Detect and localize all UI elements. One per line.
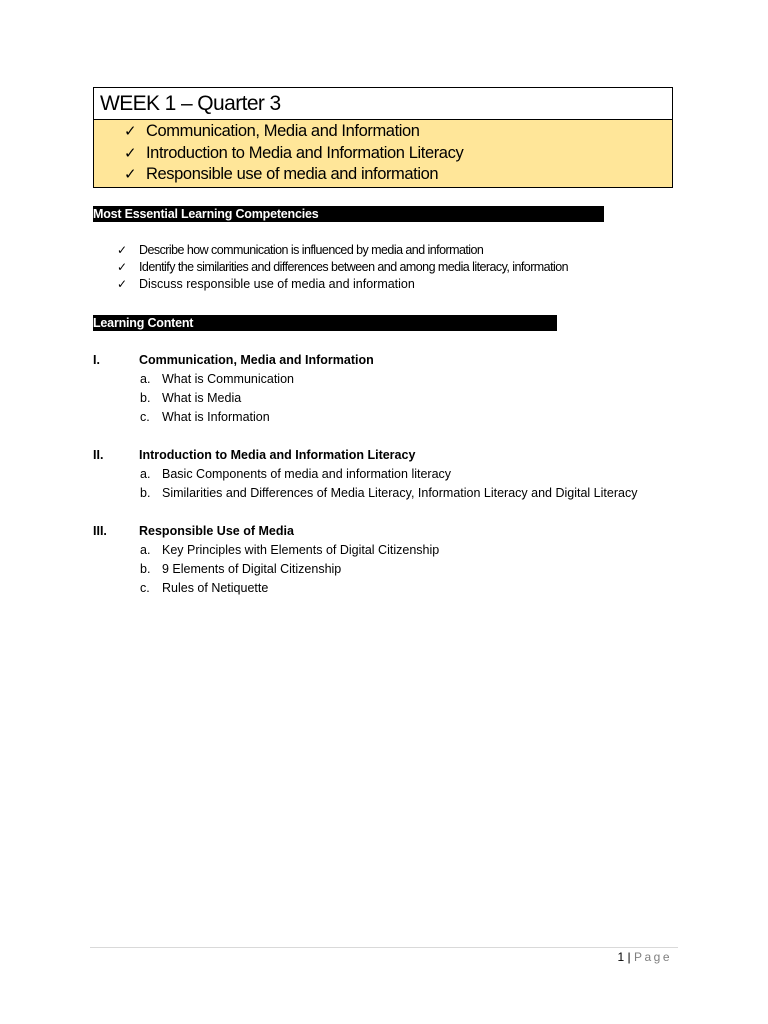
list-item: [93, 370, 693, 389]
topic-item: [124, 121, 672, 143]
page-footer: [617, 950, 672, 964]
section-title: Responsible Use of Media: [139, 524, 294, 538]
item-letter: a.: [140, 467, 151, 481]
item-text: What is Information: [162, 410, 270, 424]
content-section: [93, 351, 693, 427]
check-icon: ✓: [124, 165, 137, 183]
week-topics-list: [94, 120, 672, 187]
competencies-list: [117, 242, 568, 293]
list-item: [93, 484, 693, 503]
list-item: [93, 465, 693, 484]
item-text: What is Media: [162, 391, 242, 405]
footer-divider: [90, 947, 678, 948]
check-icon: ✓: [117, 277, 128, 291]
week-title: WEEK 1 – Quarter 3: [94, 88, 672, 120]
competency-item: [117, 242, 568, 259]
list-item: [93, 541, 693, 560]
week-header-box: [93, 87, 673, 188]
item-text: 9 Elements of Digital Citizenship: [162, 562, 342, 576]
item-text: Basic Components of media and information literacy: [162, 467, 452, 481]
item-letter: b.: [140, 486, 151, 500]
item-letter: a.: [140, 372, 151, 386]
competency-item: [117, 276, 568, 293]
check-icon: ✓: [117, 243, 128, 257]
competency-item: [117, 259, 568, 276]
learning-content-outline: [93, 351, 693, 617]
footer-separator: |: [627, 950, 631, 964]
check-icon: ✓: [117, 260, 128, 274]
page-label: Page: [633, 950, 672, 964]
list-item: [93, 579, 693, 598]
section-title: Communication, Media and Information: [139, 353, 374, 367]
section-heading: [93, 522, 693, 541]
section-title: Introduction to Media and Information Literacy: [139, 448, 416, 462]
content-section: [93, 446, 693, 503]
section-heading: [93, 446, 693, 465]
topic-text: Responsible use of media and information: [146, 165, 439, 183]
content-section: [93, 522, 693, 598]
list-item: [93, 408, 693, 427]
competency-text: Describe how communication is influenced by media and information: [139, 243, 484, 257]
competency-text: Discuss responsible use of media and information: [139, 277, 415, 291]
section-numeral: III.: [93, 524, 107, 538]
topic-item: [124, 164, 672, 186]
learning-content-heading: Learning Content: [93, 315, 557, 331]
competency-text: Identify the similarities and differences between and among media literacy, information: [139, 260, 569, 274]
topic-item: [124, 143, 672, 165]
section-heading: [93, 351, 693, 370]
page-number: 1: [617, 950, 625, 964]
item-letter: c.: [140, 410, 150, 424]
check-icon: ✓: [124, 122, 137, 140]
item-text: Key Principles with Elements of Digital Citizenship: [162, 543, 440, 557]
topic-text: Communication, Media and Information: [146, 122, 420, 140]
section-numeral: I.: [93, 353, 100, 367]
check-icon: ✓: [124, 143, 137, 162]
item-letter: a.: [140, 543, 151, 557]
competencies-heading: Most Essential Learning Competencies: [93, 206, 604, 222]
topic-text: Introduction to Media and Information Literacy: [146, 143, 464, 162]
item-text: What is Communication: [162, 372, 294, 386]
item-letter: b.: [140, 562, 151, 576]
item-letter: c.: [140, 581, 150, 595]
section-numeral: II.: [93, 448, 104, 462]
item-text: Similarities and Differences of Media Literacy, Information Literacy and Digital Literacy: [162, 486, 638, 500]
list-item: [93, 389, 693, 408]
item-text: Rules of Netiquette: [162, 581, 269, 595]
list-item: [93, 560, 693, 579]
item-letter: b.: [140, 391, 151, 405]
